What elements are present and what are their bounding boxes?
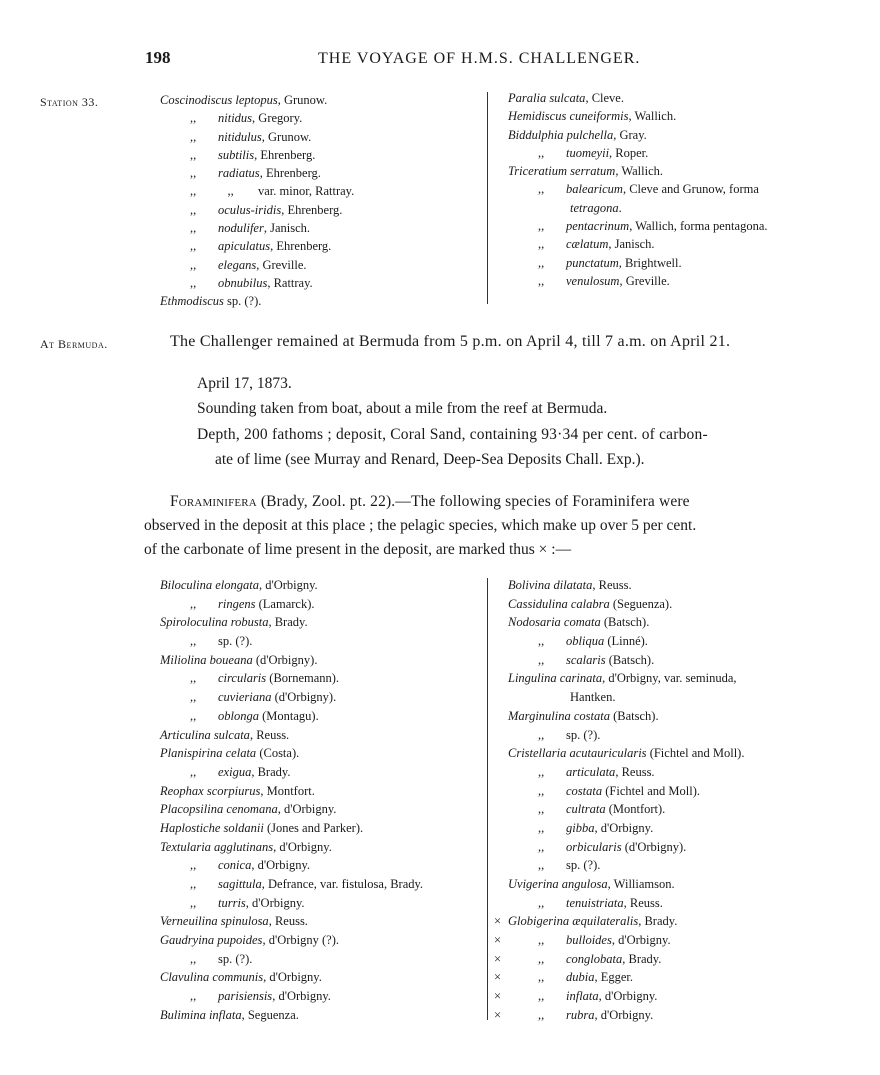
- ditto-mark: ,,: [538, 933, 545, 948]
- ditto-mark: ,,: [538, 652, 545, 667]
- species-name: Cristellaria acutauricularis: [508, 746, 647, 761]
- species-entry: [508, 782, 744, 801]
- species-entry: [160, 219, 354, 237]
- species-name: cælatum: [566, 237, 609, 252]
- bermuda-sentence: The Challenger remained at Bermuda from 5 p.m. on April 4, till 7 a.m. on April 21.: [170, 333, 731, 350]
- species-authority: , d'Orbigny.: [272, 989, 331, 1004]
- species-authority: , d'Orbigny.: [273, 839, 332, 854]
- species-entry: [160, 164, 354, 182]
- species-name: Verneuilina spinulosa: [160, 914, 269, 929]
- species-authority: , Wallich.: [628, 109, 677, 124]
- ditto-mark: ,,: [190, 129, 197, 144]
- species-authority: , Gray.: [613, 127, 647, 142]
- ditto-mark: ,,: [538, 1007, 545, 1022]
- species-name: Triceratium serratum: [508, 164, 616, 179]
- ditto-mark: ,,: [538, 273, 545, 288]
- species-name: Nodosaria comata: [508, 615, 601, 630]
- species-authority: , Cleve.: [585, 91, 624, 105]
- species-authority: , Grunow.: [261, 129, 312, 144]
- species-entry: [508, 819, 744, 838]
- ditto-mark: ,,: [538, 634, 545, 649]
- species-authority: (d'Orbigny).: [252, 652, 318, 667]
- ditto-mark: ,,: [190, 951, 197, 966]
- species-entry: [508, 254, 768, 272]
- species-entry: [508, 875, 744, 894]
- species-authority: , Ehrenberg.: [270, 239, 332, 254]
- species-authority: Hantken.: [570, 690, 616, 705]
- ditto-mark: ,,: [538, 783, 545, 798]
- species-authority: , Wallich, forma pentagona.: [629, 219, 768, 234]
- species-authority: , Williamson.: [607, 877, 675, 891]
- species-entry: [160, 987, 423, 1006]
- species-authority: (Linné).: [604, 634, 648, 649]
- species-entry: [508, 856, 744, 875]
- species-name: Hemidiscus cuneiformis: [508, 109, 629, 124]
- ditto-mark: ,,: [538, 895, 545, 910]
- species-entry: [160, 256, 354, 274]
- species-entry: [160, 968, 423, 987]
- species-entry: [508, 838, 744, 857]
- species-name: Globigerina æquilateralis: [508, 914, 639, 929]
- station-label: Station 33.: [40, 95, 99, 109]
- species-entry: [508, 744, 744, 763]
- species-name: oculus-iridis: [218, 202, 282, 217]
- species-entry: [160, 201, 354, 219]
- species-authority: (Jones and Parker).: [263, 820, 364, 835]
- species-authority: , Brady.: [268, 615, 308, 630]
- depth-line-1: Depth, 200 fathoms ; deposit, Coral Sand, containing 93·34 per cent. of carbon-: [197, 426, 708, 443]
- ditto-mark: ,,: [538, 989, 545, 1004]
- ditto-mark: ,,: [190, 221, 197, 236]
- species-entry: [508, 763, 744, 782]
- species-name: nitidulus: [218, 129, 262, 144]
- species-name: parisiensis: [218, 989, 273, 1004]
- species-name: tenuistriata: [566, 895, 624, 910]
- species-authority: (Fichtel and Moll).: [602, 783, 701, 798]
- species-name: nitidus: [218, 111, 253, 126]
- species-name: Placopsilina cenomana: [160, 802, 278, 817]
- species-name: Cassidulina calabra: [508, 596, 610, 611]
- species-entry: [508, 688, 744, 707]
- species-entry: [160, 182, 354, 200]
- ditto-mark: ,,: [190, 257, 197, 272]
- species-entry: [494, 950, 744, 969]
- ditto-mark: ,,: [190, 858, 197, 873]
- ditto-mark: ,,: [538, 237, 545, 252]
- species-name: Textularia agglutinans: [160, 839, 274, 854]
- species-authority: (Fichtel and Moll).: [646, 746, 745, 761]
- species-entry: [494, 912, 744, 931]
- species-authority: , Greville.: [619, 273, 670, 288]
- species-authority: , d'Orbigny.: [611, 933, 671, 948]
- foram-list-left: [160, 576, 423, 1025]
- species-name: sagittula: [218, 877, 262, 891]
- ditto-mark: ,,: [190, 690, 197, 705]
- species-name: tuomeyii: [566, 145, 610, 160]
- pelagic-mark: ×: [494, 970, 502, 985]
- species-authority: , Roper.: [609, 145, 649, 160]
- species-entry: [160, 576, 423, 595]
- species-name: Bolivina dilatata: [508, 578, 593, 592]
- species-name: balearicum: [566, 182, 623, 197]
- species-entry: [160, 146, 354, 164]
- species-name: Coscinodiscus leptopus: [160, 93, 278, 107]
- ditto-mark: ,,: [190, 275, 197, 290]
- species-entry: [494, 987, 744, 1006]
- species-authority: , Reuss.: [592, 578, 632, 592]
- pelagic-mark: ×: [494, 933, 502, 948]
- species-authority: (Lamarck).: [255, 596, 315, 611]
- species-entry: [494, 931, 744, 950]
- species-entry: [508, 613, 744, 632]
- species-entry: [494, 1006, 744, 1025]
- species-name: Gaudryina pupoides: [160, 933, 263, 948]
- pelagic-mark: ×: [494, 989, 502, 1004]
- ditto-mark: ,,: [538, 820, 545, 835]
- foram-heading: Foraminifera: [170, 493, 257, 510]
- species-authority: , Reuss.: [249, 727, 290, 742]
- species-entry: [160, 274, 354, 292]
- pelagic-mark: ×: [494, 1007, 502, 1022]
- ditto-mark: ,,: [190, 708, 197, 723]
- species-entry: [160, 688, 423, 707]
- foram-list-right: [494, 576, 745, 1025]
- ditto-mark: ,,: [538, 802, 545, 817]
- ditto-mark: ,,: [538, 255, 545, 270]
- species-name: Paralia sulcata: [508, 91, 586, 105]
- species-authority: , Brady.: [251, 764, 291, 779]
- species-authority: (Seguenza).: [609, 596, 673, 611]
- species-authority: , d'Orbigny.: [245, 895, 305, 910]
- species-authority: , Brady.: [638, 914, 678, 929]
- species-entry: [508, 272, 768, 290]
- species-authority: , Montfort.: [260, 783, 315, 798]
- foram-line-2: observed in the deposit at this place ; the pelagic species, which make up over 5 per cent.: [144, 517, 697, 534]
- ditto-mark: ,,: [190, 671, 197, 686]
- species-authority: , Reuss.: [623, 895, 663, 910]
- species-entry: [160, 875, 423, 894]
- species-entry: [508, 800, 744, 819]
- species-name: tetragona: [570, 200, 619, 215]
- species-name: venulosum: [566, 273, 620, 288]
- species-name: obliqua: [566, 634, 605, 649]
- species-entry: [160, 819, 423, 838]
- ditto-mark: ,,: [190, 239, 197, 254]
- species-entry: [160, 91, 354, 109]
- species-authority: (Montfort).: [605, 802, 666, 817]
- species-authority: (Batsch).: [605, 652, 655, 667]
- species-name: Bulimina inflata: [160, 1007, 242, 1022]
- species-entry: [508, 107, 768, 125]
- species-authority: , d'Orbigny.: [277, 802, 337, 817]
- ditto-mark: ,,: [538, 182, 545, 197]
- species-authority: (Montagu).: [258, 708, 319, 723]
- species-authority: sp. (?).: [566, 858, 601, 873]
- species-name: obnubilus: [218, 275, 268, 290]
- species-entry: [508, 199, 768, 217]
- ditto-mark: ,,: [190, 989, 197, 1004]
- species-authority: (Costa).: [256, 746, 300, 761]
- sounding-text: Sounding taken from boat, about a mile from the reef at Bermuda.: [197, 400, 608, 417]
- species-name: costata: [566, 783, 603, 798]
- ditto-mark: ,,: [538, 727, 545, 742]
- species-entry: [160, 744, 423, 763]
- species-name: turris: [218, 895, 246, 910]
- species-name: radiatus: [218, 166, 260, 181]
- species-name: exigua: [218, 764, 252, 779]
- species-authority: , Reuss.: [268, 914, 308, 929]
- species-name: dubia: [566, 970, 595, 985]
- species-name: scalaris: [566, 652, 606, 667]
- species-authority: , Grunow.: [277, 93, 328, 107]
- species-authority: (d'Orbigny).: [271, 690, 337, 705]
- species-entry: [160, 763, 423, 782]
- species-entry: [160, 726, 423, 745]
- species-authority: , Reuss.: [615, 764, 655, 779]
- ditto-mark: ,,: [538, 839, 545, 854]
- ditto-mark: ,,: [190, 877, 197, 891]
- species-name: Lingulina carinata: [508, 671, 603, 686]
- species-name: cultrata: [566, 802, 606, 817]
- species-entry: [160, 632, 423, 651]
- species-name: Miliolina boueana: [160, 652, 253, 667]
- species-entry: [160, 109, 354, 127]
- species-authority: , Defrance, var. fistulosa, Brady.: [261, 877, 424, 891]
- species-name: nodulifer: [218, 221, 264, 236]
- species-name: oblonga: [218, 708, 259, 723]
- station-list-left: [160, 91, 354, 311]
- species-entry: [508, 217, 768, 235]
- species-authority: (Batsch).: [600, 615, 650, 630]
- species-entry: [508, 632, 744, 651]
- species-authority: (d'Orbigny).: [621, 839, 687, 854]
- species-entry: [508, 595, 744, 614]
- species-entry: [508, 144, 768, 162]
- species-entry: [160, 613, 423, 632]
- species-name: conica: [218, 858, 252, 873]
- species-entry: [160, 237, 354, 255]
- species-authority: , d'Orbigny.: [594, 1007, 654, 1022]
- species-entry: [160, 950, 423, 969]
- species-name: Biddulphia pulchella: [508, 127, 614, 142]
- species-authority: , Seguenza.: [241, 1007, 299, 1022]
- species-authority: (Bornemann).: [266, 671, 340, 686]
- species-authority: , Gregory.: [252, 111, 303, 126]
- species-name: inflata: [566, 989, 599, 1004]
- foram-line-1-text: (Brady, Zool. pt. 22).—The following species of Foraminifera were: [256, 493, 690, 510]
- ditto-mark: ,,: [538, 764, 545, 779]
- species-authority: , Cleve and Grunow, forma: [622, 182, 759, 197]
- species-authority: sp. (?).: [566, 727, 601, 742]
- species-name: Ethmodiscus: [160, 294, 224, 309]
- species-entry: [508, 651, 744, 670]
- species-authority: , Wallich.: [615, 164, 664, 179]
- species-entry: [160, 782, 423, 801]
- ditto-mark: ,,: [190, 634, 197, 649]
- species-name: rubra: [566, 1007, 595, 1022]
- species-authority: , d'Orbigny.: [598, 989, 658, 1004]
- species-name: Marginulina costata: [508, 708, 610, 723]
- species-entry: [160, 1006, 423, 1025]
- species-name: Uvigerina angulosa: [508, 877, 608, 891]
- species-entry: [160, 838, 423, 857]
- ditto-mark: ,,: [538, 970, 545, 985]
- species-name: articulata: [566, 764, 616, 779]
- species-authority: var. minor, Rattray.: [258, 184, 355, 199]
- species-authority: sp. (?).: [218, 634, 253, 649]
- species-authority: sp. (?).: [223, 294, 262, 309]
- species-authority: , Egger.: [594, 970, 634, 985]
- species-entry: [508, 180, 768, 198]
- species-entry: [160, 128, 354, 146]
- species-authority: , Janisch.: [608, 237, 655, 252]
- species-authority: , Ehrenberg.: [259, 166, 321, 181]
- ditto-mark: ,,: [190, 895, 197, 910]
- species-authority: (Batsch).: [609, 708, 659, 723]
- species-entry: [160, 894, 423, 913]
- species-entry: [508, 162, 768, 180]
- species-entry: [160, 800, 423, 819]
- species-entry: [508, 707, 744, 726]
- species-authority: , Greville.: [256, 257, 307, 272]
- species-entry: [160, 669, 423, 688]
- species-name: Planispirina celata: [160, 746, 257, 761]
- bermuda-date: April 17, 1873.: [197, 375, 292, 392]
- species-name: Clavulina communis: [160, 970, 264, 985]
- species-name: pentacrinum: [566, 219, 630, 234]
- species-name: Biloculina elongata: [160, 578, 259, 592]
- depth-line-2: ate of lime (see Murray and Renard, Deep-Sea Deposits Chall. Exp.).: [215, 451, 645, 468]
- species-entry: [508, 235, 768, 253]
- species-entry: [160, 651, 423, 670]
- species-authority: , Brightwell.: [618, 255, 682, 270]
- pelagic-mark: ×: [494, 951, 502, 966]
- species-name: subtilis: [218, 147, 255, 162]
- species-name: gibba: [566, 820, 595, 835]
- species-entry: [508, 89, 768, 107]
- species-entry: [508, 726, 744, 745]
- species-authority: , d'Orbigny (?).: [262, 933, 339, 948]
- species-name: apiculatus: [218, 239, 271, 254]
- species-name: ringens: [218, 596, 256, 611]
- species-name: Articulina sulcata: [160, 727, 250, 742]
- running-title: THE VOYAGE OF H.M.S. CHALLENGER.: [318, 50, 641, 67]
- species-authority: , Janisch.: [263, 221, 311, 236]
- ditto-mark: ,,: [190, 111, 197, 126]
- ditto-mark: ,,: [190, 202, 197, 217]
- species-name: cuvieriana: [218, 690, 272, 705]
- species-entry: [508, 894, 744, 913]
- ditto-mark: ,,: [190, 147, 197, 162]
- ditto-mark: ,,: [538, 951, 545, 966]
- species-entry: [508, 669, 744, 688]
- species-name: conglobata: [566, 951, 623, 966]
- species-entry: [160, 931, 423, 950]
- species-authority: , Rattray.: [267, 275, 313, 290]
- bermuda-label: At Bermuda.: [40, 337, 108, 351]
- species-authority: , d'Orbigny.: [594, 820, 654, 835]
- ditto-mark: ,,: [190, 596, 197, 611]
- species-authority: sp. (?).: [218, 951, 253, 966]
- foram-line-1: [170, 493, 690, 511]
- species-entry: [160, 292, 354, 310]
- species-name: elegans: [218, 257, 257, 272]
- column-divider: [487, 92, 488, 304]
- ditto-mark: ,,: [538, 219, 545, 234]
- species-authority: , d'Orbigny, var. seminuda,: [602, 671, 737, 686]
- species-name: bulloides: [566, 933, 612, 948]
- ditto-mark: ,,: [190, 764, 197, 779]
- species-name: orbicularis: [566, 839, 622, 854]
- ditto-mark: ,,: [538, 145, 545, 160]
- species-name: circularis: [218, 671, 267, 686]
- species-authority: , Ehrenberg.: [254, 147, 316, 162]
- species-authority: , Ehrenberg.: [281, 202, 343, 217]
- species-name: Reophax scorpiurus: [160, 783, 261, 798]
- species-entry: [160, 912, 423, 931]
- station-list-right: [508, 89, 768, 290]
- pelagic-mark: ×: [494, 914, 502, 929]
- species-authority: , d'Orbigny.: [258, 578, 318, 592]
- species-authority: , d'Orbigny.: [251, 858, 311, 873]
- species-name: punctatum: [566, 255, 619, 270]
- species-name: Haplostiche soldanii: [160, 820, 264, 835]
- ditto-mark: ,, ,,: [190, 184, 234, 199]
- species-name: Spiroloculina robusta: [160, 615, 269, 630]
- species-entry: [494, 968, 744, 987]
- species-authority: , d'Orbigny.: [263, 970, 322, 985]
- foram-line-3: of the carbonate of lime present in the deposit, are marked thus × :—: [144, 541, 572, 558]
- page-number: 198: [145, 48, 171, 67]
- species-entry: [508, 126, 768, 144]
- species-entry: [160, 707, 423, 726]
- ditto-mark: ,,: [538, 858, 545, 873]
- column-divider-2: [487, 578, 488, 1020]
- ditto-mark: ,,: [190, 166, 197, 181]
- species-entry: [160, 595, 423, 614]
- species-authority: .: [618, 200, 622, 215]
- species-authority: , Brady.: [622, 951, 662, 966]
- species-entry: [160, 856, 423, 875]
- species-entry: [508, 576, 744, 595]
